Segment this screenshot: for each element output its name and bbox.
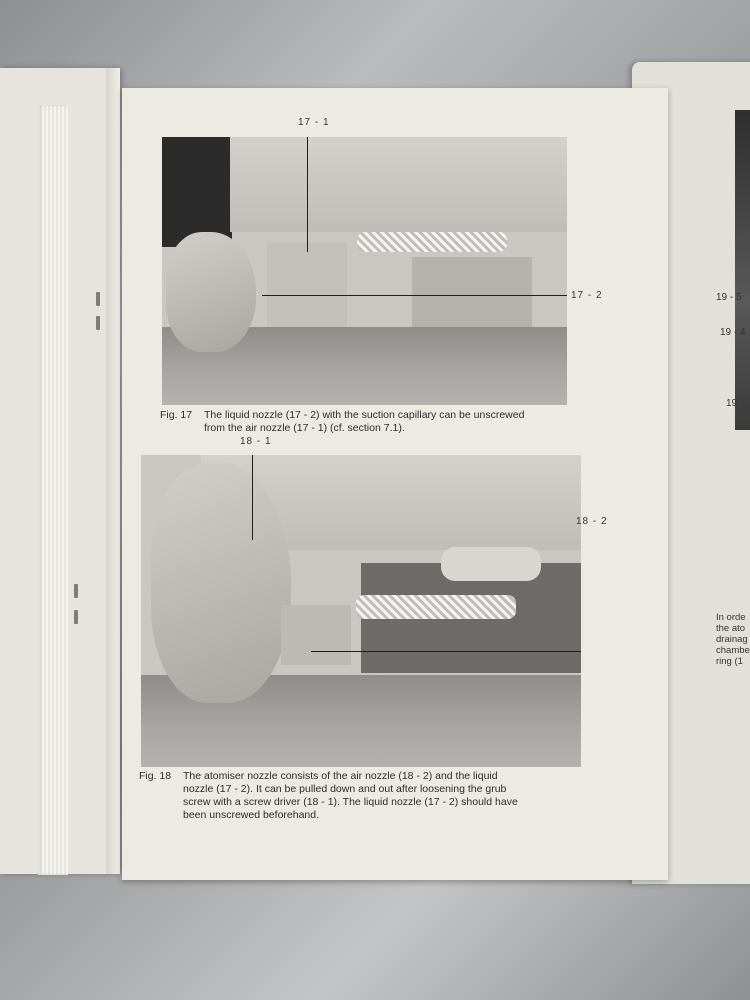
right-page-label: 19 - 4 — [720, 327, 746, 338]
fig17-photo — [162, 137, 567, 405]
leader-line — [311, 651, 581, 652]
device-underside — [412, 257, 532, 327]
right-page-text-line: drainag — [716, 634, 748, 645]
device-housing — [307, 137, 567, 232]
hand — [166, 232, 256, 352]
suction-tube — [357, 232, 507, 252]
booklet-spine — [38, 105, 68, 875]
caption-text: screw with a screw driver (18 - 1). The liquid nozzle (17 - 2) should have — [183, 796, 518, 808]
left-page-edge — [106, 68, 120, 874]
nozzle-block — [267, 242, 347, 327]
caption-text: from the air nozzle (17 - 1) (cf. section 7.1). — [204, 422, 405, 434]
air-nozzle — [441, 547, 541, 581]
caption-text: The atomiser nozzle consists of the air nozzle (18 - 2) and the liquid — [183, 770, 498, 782]
fig17-label-side: 17 - 2 — [571, 290, 603, 301]
caption-text: The liquid nozzle (17 - 2) with the suction capillary can be unscrewed — [204, 409, 525, 421]
fig17-caption — [160, 409, 524, 435]
suction-tube — [356, 595, 516, 619]
fig18-caption — [139, 770, 518, 822]
fig18-label-side: 18 - 2 — [576, 516, 608, 527]
caption-number: Fig. 18 — [139, 770, 172, 782]
staple — [96, 316, 100, 330]
right-page-text-line: In orde — [716, 612, 746, 623]
fig17-label-top: 17 - 1 — [298, 117, 330, 128]
fig18-photo — [141, 455, 581, 767]
caption-text: nozzle (17 - 2). It can be pulled down and out after loosening the grub — [183, 783, 507, 795]
right-page-photo — [735, 110, 750, 430]
right-page-text — [716, 612, 750, 667]
staple — [74, 584, 78, 598]
photo-shadow — [162, 137, 232, 247]
staple — [96, 292, 100, 306]
leader-line — [307, 137, 308, 252]
leader-line — [262, 295, 567, 296]
caption-text: been unscrewed beforehand. — [183, 809, 320, 821]
caption-number: Fig. 17 — [160, 409, 193, 421]
leader-line — [252, 455, 253, 540]
fig18-label-top: 18 - 1 — [240, 436, 272, 447]
right-page-text-line: the ato — [716, 623, 746, 634]
right-page-label: 19 - 5 — [716, 292, 742, 303]
right-page-text-line: chambe — [716, 645, 750, 656]
staple — [74, 610, 78, 624]
hand — [151, 463, 291, 703]
nozzle-block — [281, 605, 351, 665]
right-page-text-line: ring (1 — [716, 656, 743, 667]
right-page-label: 19 - — [726, 398, 744, 409]
